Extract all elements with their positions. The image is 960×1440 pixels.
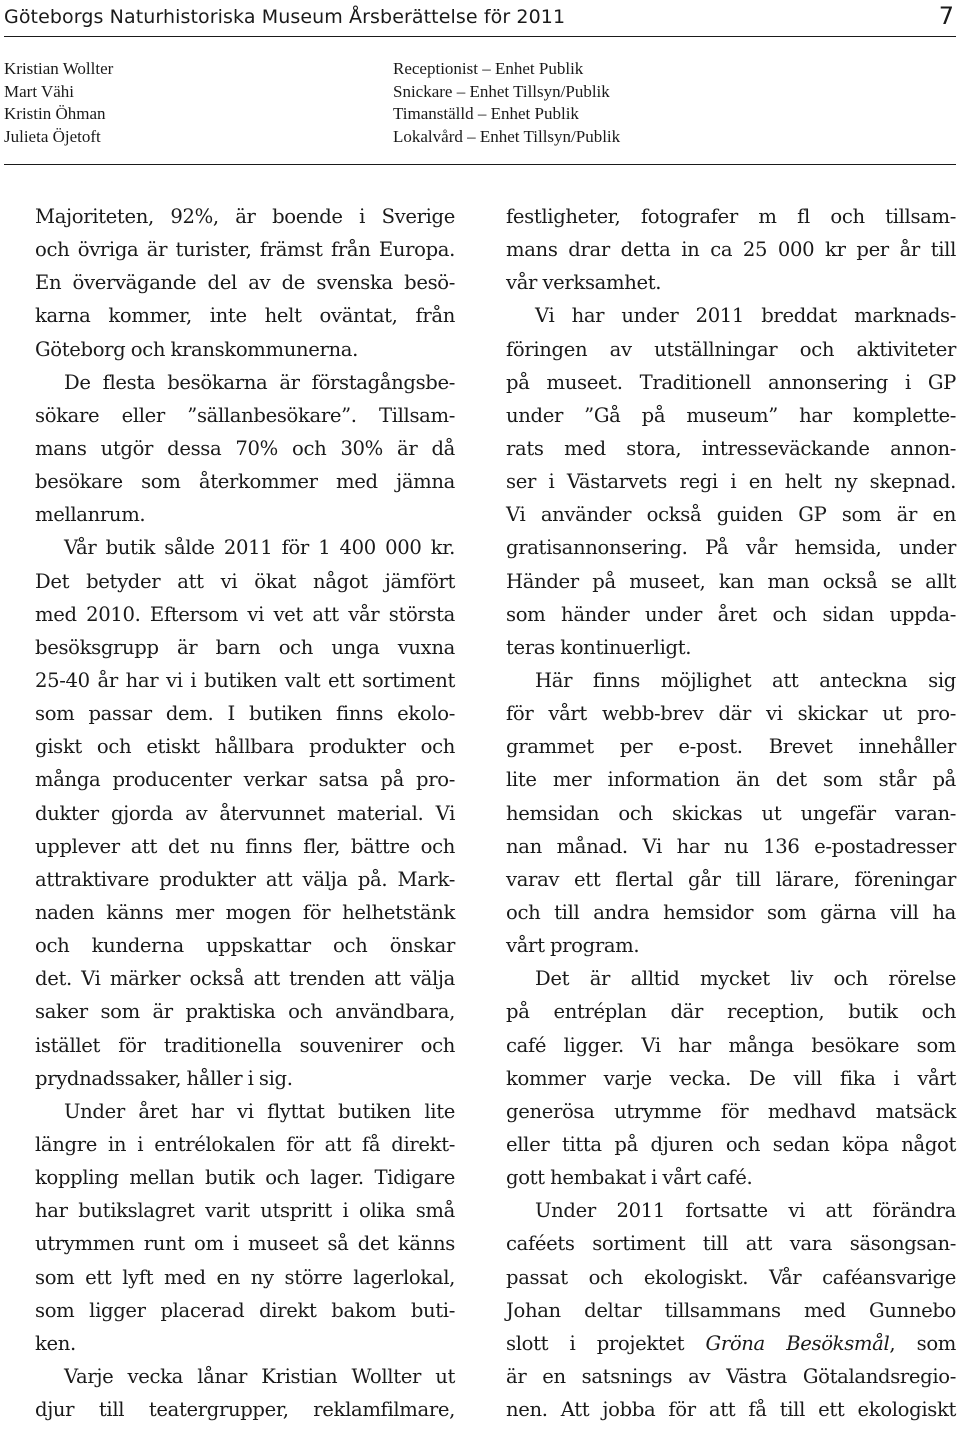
text-line: Vi har under 2011 breddat marknads- [535, 304, 956, 328]
text-line: med 2010. Eftersom vi vet att vår största [35, 602, 455, 626]
text-line: koppling mellan butik och lager. Tidigare [35, 1166, 455, 1190]
staff-roles-list [393, 58, 620, 148]
body-paragraph [506, 962, 956, 1194]
text-line: ser i Västarvets regi i en helt ny skepnad. [506, 470, 956, 494]
text-line: det. Vi märker också att trenden att välja [35, 967, 455, 991]
text-line: attraktivare produkter att välja på. Mark- [35, 867, 455, 891]
text-line: mans utgör dessa 70% och 30% är då [35, 436, 455, 460]
staff-role: Timanställd – Enhet Publik [393, 104, 579, 123]
staff-divider [4, 164, 956, 165]
text-line: hemsidan och skickas ut ungefär varan- [506, 801, 956, 825]
text-line: caféets sortiment till att vara säsongsan- [506, 1232, 956, 1256]
text-line: är en satsnings av Västra Götalandsregio- [506, 1364, 956, 1388]
text-line: ken. [35, 1331, 76, 1355]
staff-name: Kristian Wollter [4, 59, 114, 78]
text-line: många producenter verkar satsa på pro- [35, 768, 455, 792]
text-line: gratisannonsering. På vår hemsida, under [506, 536, 956, 560]
text-line: på museet. Traditionell annonsering i GP [506, 370, 956, 394]
text-line: mellanrum. [35, 503, 146, 527]
text-line: Varje vecka lånar Kristian Wollter ut [64, 1364, 455, 1388]
body-paragraph [506, 299, 956, 664]
text-line: Vår butik sålde 2011 för 1 400 000 kr. [64, 536, 455, 560]
text-line: Under 2011 fortsatte vi att förändra [535, 1199, 956, 1223]
text-line: upplever att det nu finns fler, bättre och [35, 834, 455, 858]
text-line: Händer på museet, kan man också se allt [506, 569, 956, 593]
text-line: karna kommer, inte helt oväntat, från [35, 304, 455, 328]
text-line: utrymmen runt om i museet så det känns [35, 1232, 455, 1256]
text-line: har butikslagret varit utspritt i olika små [35, 1199, 455, 1223]
body-paragraph [35, 1360, 455, 1426]
staff-role: Snickare – Enhet Tillsyn/Publik [393, 81, 610, 101]
text-line: passat och ekologiskt. Vår caféansvarige [506, 1265, 956, 1289]
text-line: slott i projektet Gröna Besöksmål, som [506, 1331, 956, 1355]
page-number: 7 [938, 2, 954, 30]
text-line: En övervägande del av de svenska besö- [35, 271, 455, 295]
text-line: teras kontinuerligt. [506, 635, 692, 659]
staff-names-list [4, 58, 113, 148]
text-line: Johan deltar tillsammans med Gunnebo [506, 1298, 956, 1322]
text-line: besöksgrupp är barn och unga vuxna [35, 635, 455, 659]
body-paragraph [506, 664, 956, 962]
text-line: 25-40 år har vi i butiken valt ett sortiment [35, 668, 455, 692]
text-line: vårt program. [506, 934, 640, 958]
text-line: Majoriteten, 92%, är boende i Sverige [35, 205, 455, 228]
text-line: och övriga är turister, främst från Europa. [35, 238, 455, 262]
staff-name: Kristin Öhman [4, 104, 106, 123]
text-line: längre in i entrélokalen för att få direkt- [35, 1132, 455, 1156]
text-line: kommer varje vecka. De vill fika i vårt [506, 1066, 956, 1090]
text-line: prydnadssaker, håller i sig. [35, 1066, 293, 1090]
left-text-column [35, 200, 455, 1426]
text-line: Vi använder också guiden GP som är en [506, 503, 956, 527]
text-line: Här finns möjlighet att anteckna sig [535, 668, 956, 692]
right-text-column [506, 200, 956, 1426]
body-paragraph [35, 531, 455, 1094]
text-line: istället för traditionella souvenirer och [35, 1033, 455, 1057]
text-line: Göteborg och kranskommunerna. [35, 337, 359, 361]
text-line: under ”Gå på museum” har komplette- [506, 403, 956, 427]
text-line: naden känns mer mogen för helhetstänk [35, 900, 455, 924]
staff-role: Receptionist – Enhet Publik [393, 59, 584, 78]
text-line: för vårt webb-brev där vi skickar ut pro- [506, 702, 956, 726]
text-line: som händer under året och sidan uppda- [506, 602, 956, 626]
body-paragraph [35, 366, 455, 532]
running-header [4, 2, 956, 37]
text-line: saker som är praktiska och användbara, [35, 1000, 455, 1024]
text-line: lite mer information än det som står på [506, 768, 956, 792]
text-line: eller titta på djuren och sedan köpa något [506, 1132, 956, 1156]
text-line: som passar dem. I butiken finns ekolo- [35, 702, 455, 726]
text-line: Under året har vi flyttat butiken lite [64, 1099, 455, 1123]
text-line: varav ett flertal går till lärare, föreningar [506, 867, 956, 891]
text-line: djur till teatergrupper, reklamfilmare, [35, 1398, 455, 1422]
text-line: gott hembakat i vårt café. [506, 1166, 753, 1190]
text-line: café ligger. Vi har många besökare som [506, 1033, 956, 1057]
body-paragraph [35, 200, 455, 366]
text-line: besökare som återkommer med jämna [35, 470, 455, 494]
text-line: De flesta besökarna är förstagångsbe- [64, 370, 455, 394]
body-paragraph [506, 1194, 956, 1426]
text-line: vår verksamhet. [506, 271, 662, 295]
body-paragraph [35, 1095, 455, 1360]
text-line: sökare eller ”sällanbesökare”. Tillsam- [35, 403, 455, 427]
text-line: som ligger placerad direkt bakom buti- [35, 1298, 455, 1322]
text-line: och till andra hemsidor som gärna vill ha [506, 900, 956, 924]
text-line: på entréplan där reception, butik och [506, 1000, 956, 1024]
body-paragraph [506, 200, 956, 299]
text-line: mans drar detta in ca 25 000 kr per år till [506, 238, 956, 262]
text-line: Det är alltid mycket liv och rörelse [535, 967, 956, 991]
running-title: Göteborgs Naturhistoriska Museum Årsberättelse för 2011 [4, 6, 566, 28]
staff-name: Julieta Öjetoft [4, 126, 101, 146]
text-line: rats med stora, intresseväckande annon- [506, 436, 956, 460]
text-line: föringen av utställningar och aktiviteter [506, 337, 956, 361]
text-line: grammet per e-post. Brevet innehåller [506, 735, 956, 759]
text-line: och kunderna uppskattar och önskar [35, 934, 455, 958]
staff-role: Lokalvård – Enhet Tillsyn/Publik [393, 126, 621, 146]
text-line: giskt och etiskt hållbara produkter och [35, 735, 455, 759]
text-line: Det betyder att vi ökat något jämfört [35, 569, 455, 593]
text-line: festligheter, fotografer m fl och tillsam- [506, 205, 956, 228]
text-line: nen. Att jobba för att få till ett ekologiskt [506, 1398, 956, 1422]
text-line: generösa utrymme för medhavd matsäck [506, 1099, 956, 1123]
text-line: dukter gjorda av återvunnet material. Vi [35, 801, 455, 825]
staff-name: Mart Vähi [4, 81, 75, 101]
text-line: nan månad. Vi har nu 136 e-postadresser [506, 834, 956, 858]
text-line: som ett lyft med en ny större lagerlokal, [35, 1265, 455, 1289]
